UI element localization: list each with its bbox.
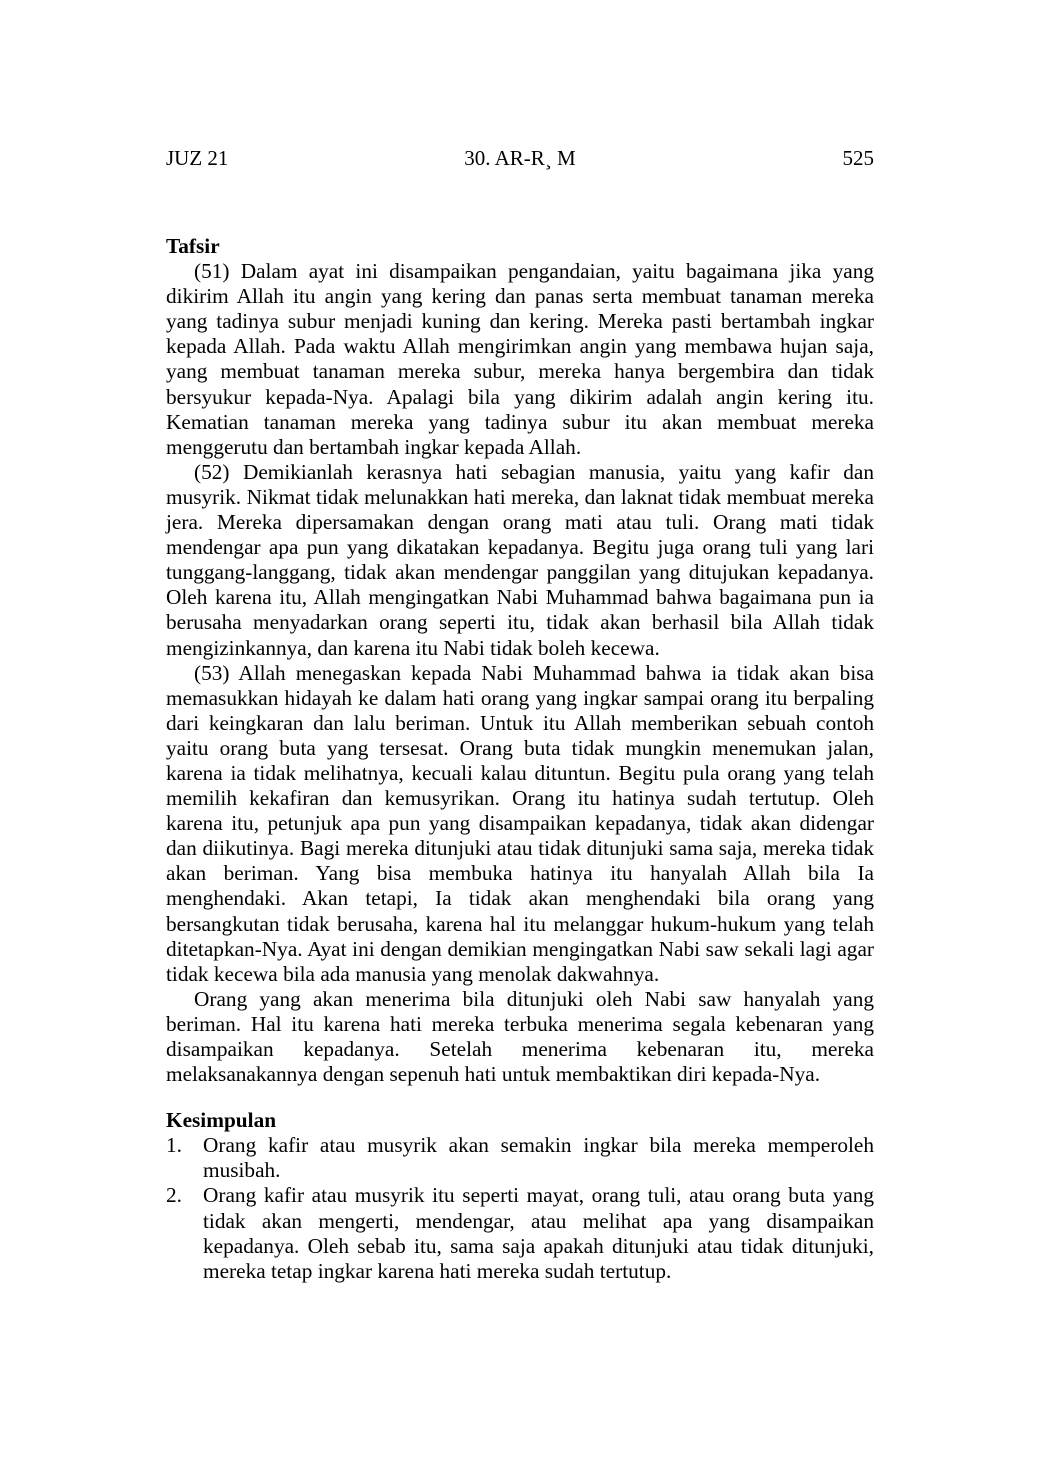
tafsir-section [166, 234, 874, 1087]
kesimpulan-list [166, 1133, 874, 1284]
tafsir-paragraph-closing: Orang yang akan menerima bila ditunjuki oleh Nabi saw hanyalah yang beriman. Hal itu karena hati mereka terbuka menerima segala kebenaran yang disampaikan kepadanya. Setelah menerima kebenaran itu, mereka melaksanakannya dengan sepenuh hati untuk membaktikan diri kepada-Nya. [166, 986, 874, 1087]
list-item-text: Orang kafir atau musyrik itu seperti mayat, orang tuli, atau orang buta yang tidak akan mengerti, mendengar, atau melihat apa yang disampaikan kepadanya. Oleh sebab itu, sama saja apakah ditunjuki atau tidak ditunjuki, mereka tetap ingkar karena hati mereka sudah tertutup. [203, 1183, 874, 1283]
tafsir-paragraph-51: (51) Dalam ayat ini disampaikan pengandaian, yaitu bagaimana jika yang dikirim Allah itu angin yang kering dan panas serta membuat tanaman mereka yang tadinya subur menjadi kuning dan kering. Mereka pasti bertambah ingkar kepada Allah. Pada waktu Allah mengirimkan angin yang membawa hujan saja, yang membuat tanaman mereka subur, mereka hanya bergembira dan tidak bersyukur kepada-Nya. Apalagi bila yang dikirim adalah angin kering itu. Kematian tanaman mereka yang tadinya subur itu akan membuat mereka menggerutu dan bertambah ingkar kepada Allah. [166, 259, 874, 459]
list-item-text: Orang kafir atau musyrik akan semakin ingkar bila mereka memperoleh musibah. [203, 1133, 874, 1183]
kesimpulan-section [166, 1108, 874, 1284]
list-item [166, 1183, 874, 1283]
surah-title: 30. AR-R¸ M [464, 146, 576, 170]
juz-label: JUZ 21 [166, 146, 229, 170]
tafsir-paragraph-53: (53) Allah menegaskan kepada Nabi Muhammad bahwa ia tidak akan bisa memasukkan hidayah ke dalam hati orang yang ingkar sampai orang itu berpaling dari keingkaran dan lalu beriman. Untuk itu Allah memberikan sebuah contoh yaitu orang buta yang tersesat. Orang buta tidak mungkin menemukan jalan, karena ia tidak melihatnya, kecuali kalau dituntun. Begitu pula orang yang telah memilih kekafiran dan kemusyrikan. Orang itu hatinya sudah tertutup. Oleh karena itu, petunjuk apa pun yang disampaikan kepadanya, tidak akan didengar dan diikutinya. Bagi mereka ditunjuki atau tidak ditunjuki sama saja, mereka tidak akan beriman. Yang bisa membuka hatinya itu hanyalah Allah bila Ia menghendaki. Akan tetapi, Ia tidak akan menghendaki bila orang yang bersangkutan tidak berusaha, karena hal itu melanggar hukum-hukum yang telah ditetapkan-Nya. Ayat ini dengan demikian mengingatkan Nabi saw sekali lagi agar tidak kecewa bila ada manusia yang menolak dakwahnya. [166, 660, 874, 986]
page-header [166, 146, 874, 174]
list-item-number: 1. [166, 1133, 182, 1158]
page-body [166, 234, 874, 1284]
tafsir-paragraph-52: (52) Demikianlah kerasnya hati sebagian manusia, yaitu yang kafir dan musyrik. Nikmat tidak melunakkan hati mereka, dan laknat tidak membuat mereka jera. Mereka dipersamakan dengan orang mati atau tuli. Orang mati tidak mendengar apa pun yang dikatakan kepadanya. Begitu juga orang tuli yang lari tunggang-langgang, tidak akan mendengar panggilan yang ditujukan kepadanya. Oleh karena itu, Allah mengingatkan Nabi Muhammad bahwa bagaimana pun ia berusaha menyadarkan orang seperti itu, tidak akan berhasil bila Allah tidak mengizinkannya, dan karena itu Nabi tidak boleh kecewa. [166, 459, 874, 660]
page-number: 525 [842, 146, 874, 170]
section-spacer [166, 1087, 874, 1108]
kesimpulan-heading: Kesimpulan [166, 1108, 277, 1133]
tafsir-heading: Tafsir [166, 234, 220, 258]
list-item [166, 1133, 874, 1183]
list-item-number: 2. [166, 1183, 182, 1208]
